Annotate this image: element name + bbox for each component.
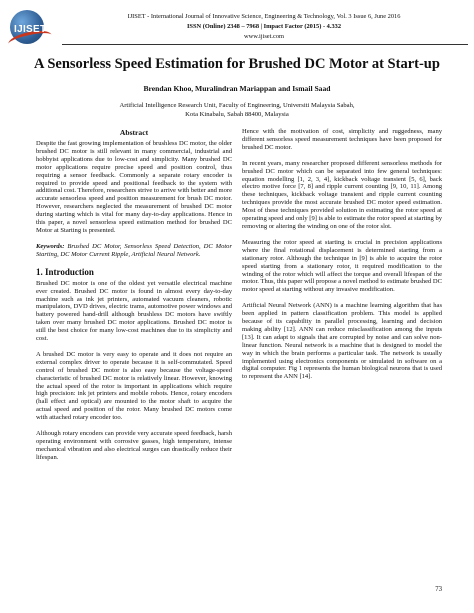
affiliation-line-1: Artificial Intelligence Research Unit, Faculty of Engineering, Universiti Malaysia Sabah, [119, 102, 355, 109]
journal-line: IJISET - International Journal of Innovative Science, Engineering & Technology, Vol. 3 Issue 6, June 2016 [127, 13, 401, 20]
page-number: 73 [435, 586, 442, 593]
journal-logo [8, 10, 56, 50]
right-paragraph-2: In recent years, many researcher proposed different sensorless methods for brushed DC motor which can be separated into few general techniques: equation modelling [1, 2, 3, 4], kickback voltage transient [5, 6], back electro motive force [7, 8] and ripple current counting [9, 10, 11]. Among these techniques, kickback voltage transient and ripple current counting techniques provide the most accurate brushed DC motor speed estimation. Most of these techniques provided solution in estimating the rotor speed at operating speed and only [9] is able to estimate the rotor speed at starting by removing or altering the winding on one of the rotor slot. [242, 159, 442, 230]
keywords [36, 243, 232, 259]
left-column [36, 128, 232, 470]
intro-paragraph-3: Although rotary encoders can provide very accurate speed feedback, harsh operating environment with corrosive gasses, high temperature, intense mechanical vibration and also electrical surges can drastically reduce their lifespan. [36, 430, 232, 461]
logo-text: IJISET [14, 24, 47, 35]
right-paragraph-4: Artificial Neural Network (ANN) is a machine learning algorithm that has been applied in pattern classification problem. This model is applied because of its capability in parallel processing, learning and decision making ability [12]. ANN can reduce misclassification among the inputs [13]. It can adapt to signals that are corrupted by noise and can solve non- linear function. Neural network is a machine that is designed to model the way in which the brain performs a particular task. The network is usually implemented using electronics components or simulated in software on a digital computer. Fig 1 represents the human biological neurons that is used to represent the ANN [14]. [242, 302, 442, 381]
keywords-text: Brushed DC Motor, Sensorless Speed Detection, DC Motor Starting, DC Motor Current Ripple, Artificial Neural Network. [36, 242, 232, 258]
right-paragraph-1: Hence with the motivation of cost, simplicity and ruggedness, many different sensorless speed measurement techniques have been proposed for brushed DC motor. [242, 128, 442, 151]
intro-paragraph-2: A brushed DC motor is very easy to operate and it does not require an external complex driver to operate because it is self-commutated. Speed control of brushed DC motor is also easy because the voltage-speed characteristic of brushed DC motor is relatively linear. However, knowing the actual speed of the rotor is important in applications which require high precision: ink jet printers and mobile robots. Hence, rotary encoders (hall effect and optical) are mounted to the motor shaft to acquire the actual speed and position of the rotor. Many brushed DC motors come with attached rotary encoder too. [36, 350, 232, 422]
intro-paragraph-1: Brushed DC motor is one of the oldest yet versatile electrical machine ever created. Brushed DC motor is found in almost every day-to-day machine such as ink jet printers, automated vacuum cleaners, robotic manipulators, DVD drives, electric trams, automotive power windows and battery powered hand-drill although brushless DC motors have swiftly taken over many brushed DC motor applications. Brushed DC motor is still the best choice for many low-cost machines due to its simplicity and cost. [36, 279, 232, 343]
right-column [242, 128, 442, 389]
issn-line: ISSN (Online) 2348 – 7968 | Impact Factor (2015) - 4.332 [186, 23, 342, 30]
abstract-text: Despite the fast growing implementation of brushless DC motor, the older brushed DC motor is still relevant in many commercial, industrial and hobbyist applications due to low-cost and simplicity. Many brushed DC motor applications require precise speed and position control, thus requiring a sensor feedback. Commonly a separate rotary encoder is required to provide speed and positional feedback to the system with additional cost. Therefore, researchers strive to arrive with better and more accurate sensorless speed and position measurement for brush DC motor. However, researchers neglected the measurement of brushed DC motor during starting which is vital for many day-to-day applications. Hence in this paper, a novel sensorless speed estimation method for brushed DC Motor at Starting is presented. [36, 140, 232, 234]
right-paragraph-3: Measuring the rotor speed at starting is crucial in precision applications where the final rotational displacement is determined starting from a stationary rotor. Although the technique in [9] is able to acquire the rotor speed starting from a stationary rotor, it required modification to the winding of the rotor which will affect the torque and overall lifespan of the motor. Thus, this paper will propose a novel method to estimate brushed DC motor speed at starting without any invasive modification. [242, 238, 442, 294]
header-divider [62, 44, 468, 45]
paper-title: A Sensorless Speed Estimation for Brushed DC Motor at Start-up [34, 56, 440, 72]
journal-header [0, 0, 474, 60]
affiliation-line-2: Kota Kinabalu, Sabah 88400, Malaysia [185, 111, 289, 118]
keywords-label: Keywords: [36, 242, 65, 250]
introduction-heading: 1. Introduction [36, 266, 94, 277]
journal-url[interactable]: www.ijiset.com [243, 33, 285, 40]
paper-authors: Brendan Khoo, Muralindran Mariappan and Ismail Saad [143, 84, 331, 93]
abstract-heading: Abstract [119, 128, 149, 137]
